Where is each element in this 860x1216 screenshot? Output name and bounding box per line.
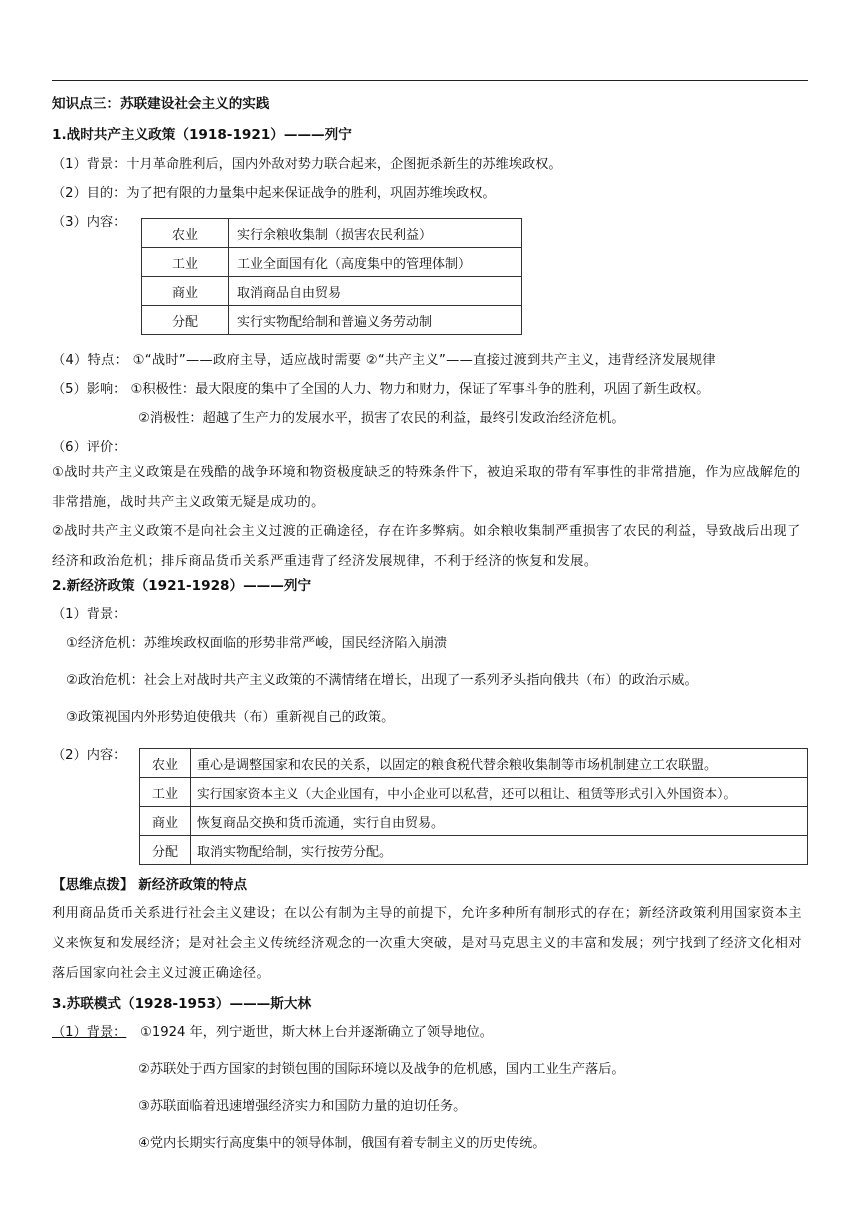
table-cell-value: 恢复商品交换和货币流通，实行自由贸易。	[191, 807, 808, 836]
policy-3-title: 3.苏联模式（1928-1953）———斯大林	[52, 996, 312, 1012]
table-cell-key: 分配	[142, 306, 229, 335]
table-cell-value: 实行实物配给制和普遍义务劳动制	[229, 306, 522, 335]
table-row	[140, 807, 808, 836]
policy-3-background-1: ①1924 年，列宁逝世，斯大林上台并逐渐确立了领导地位。	[140, 1025, 493, 1040]
policy-2-background-label: （1）背景：	[52, 607, 127, 622]
policy-1-content-table	[141, 218, 522, 335]
table-row	[142, 219, 522, 248]
policy-1-evaluation-1: ①战时共产主义政策是在残酷的战争环境和物资极度缺乏的特殊条件下，被迫采取的带有军事性的非常措施，作为应战解危的非常措施，战时共产主义政策无疑是成功的。	[52, 465, 801, 510]
policy-3-background-2: ②苏联处于西方国家的封锁包围的国际环境以及战争的危机感，国内工业生产落后。	[138, 1062, 625, 1077]
table-row	[140, 749, 808, 778]
table-cell-key: 分配	[140, 836, 191, 865]
table-row	[142, 277, 522, 306]
table-cell-key: 工业	[142, 248, 229, 277]
table-cell-key: 工业	[140, 778, 191, 807]
table-row	[142, 248, 522, 277]
table-cell-key: 商业	[140, 807, 191, 836]
policy-3-background-3: ③苏联面临着迅速增强经济实力和国防力量的迫切任务。	[138, 1099, 467, 1114]
table-cell-value: 重心是调整国家和农民的关系，以固定的粮食税代替余粮收集制等市场机制建立工农联盟。	[191, 749, 808, 778]
policy-1-title: 1.战时共产主义政策（1918-1921）———列宁	[52, 127, 352, 143]
policy-2-background-2: ②政治危机：社会上对战时共产主义政策的不满情绪在增长，出现了一系列矛头指向俄共（布）的政治示威。	[66, 673, 698, 688]
policy-2-background-1: ①经济危机：苏维埃政权面临的形势非常严峻，国民经济陷入崩溃	[66, 636, 448, 651]
policy-2-content-label: （2）内容：	[52, 748, 127, 763]
policy-2-background-3: ③政策视国内外形势迫使俄共（布）重新视自己的政策。	[66, 710, 395, 725]
policy-3-background-4: ④党内长期实行高度集中的领导体制，俄国有着专制主义的历史传统。	[138, 1136, 546, 1151]
policy-1-impact-positive: （5）影响： ①积极性：最大限度的集中了全国的人力、物力和财力，保证了军事斗争的胜利，巩固了新生政权。	[52, 382, 710, 397]
policy-2-title: 2.新经济政策（1921-1928）———列宁	[52, 578, 312, 594]
thinking-tip-title: 【思维点拨】 新经济政策的特点	[52, 877, 248, 893]
table-cell-value: 实行国家资本主义（大企业国有，中小企业可以私营，还可以租让、租赁等形式引入外国资本）。	[191, 778, 808, 807]
table-cell-value: 工业全面国有化（高度集中的管理体制）	[229, 248, 522, 277]
table-row	[140, 836, 808, 865]
table-cell-key: 农业	[142, 219, 229, 248]
section-heading: 知识点三：苏联建设社会主义的实践	[52, 96, 270, 112]
table-cell-key: 商业	[142, 277, 229, 306]
policy-1-goal: （2）目的：为了把有限的力量集中起来保证战争的胜利，巩固苏维埃政权。	[52, 186, 496, 201]
table-cell-value: 取消实物配给制，实行按劳分配。	[191, 836, 808, 865]
top-rule	[52, 80, 808, 81]
policy-2-content-table	[139, 748, 808, 865]
policy-1-features: （4）特点： ①“战时”——政府主导，适应战时需要 ②“共产主义”——直接过渡到共产主义，违背经济发展规律	[52, 353, 716, 368]
policy-1-impact-negative: ②消极性：超越了生产力的发展水平，损害了农民的利益，最终引发政治经济危机。	[138, 411, 625, 426]
policy-1-background: （1）背景：十月革命胜利后，国内外敌对势力联合起来，企图扼杀新生的苏维埃政权。	[52, 157, 562, 172]
table-row	[140, 778, 808, 807]
policy-3-background-label: （1）背景：	[52, 1025, 127, 1040]
table-cell-key: 农业	[140, 749, 191, 778]
table-row	[142, 306, 522, 335]
table-cell-value: 取消商品自由贸易	[229, 277, 522, 306]
policy-1-content-label: （3）内容：	[52, 215, 127, 230]
policy-1-evaluation-label: （6）评价：	[52, 440, 127, 455]
policy-1-evaluation-2: ②战时共产主义政策不是向社会主义过渡的正确途径，存在许多弊病。如余粮收集制严重损害了农民的利益，导致战后出现了经济和政治危机；排斥商品货币关系严重违背了经济发展规律，不利于经济的恢复和发展。	[52, 524, 801, 569]
thinking-tip-text: 利用商品货币关系进行社会主义建设；在以公有制为主导的前提下，允许多种所有制形式的存在；新经济政策利用国家资本主义来恢复和发展经济；是对社会主义传统经济观念的一次重大突破，是对马克思主义的丰富和发展；列宁找到了经济文化相对落后国家向社会主义过渡正确途径。	[52, 906, 803, 981]
table-cell-value: 实行余粮收集制（损害农民利益）	[229, 219, 522, 248]
